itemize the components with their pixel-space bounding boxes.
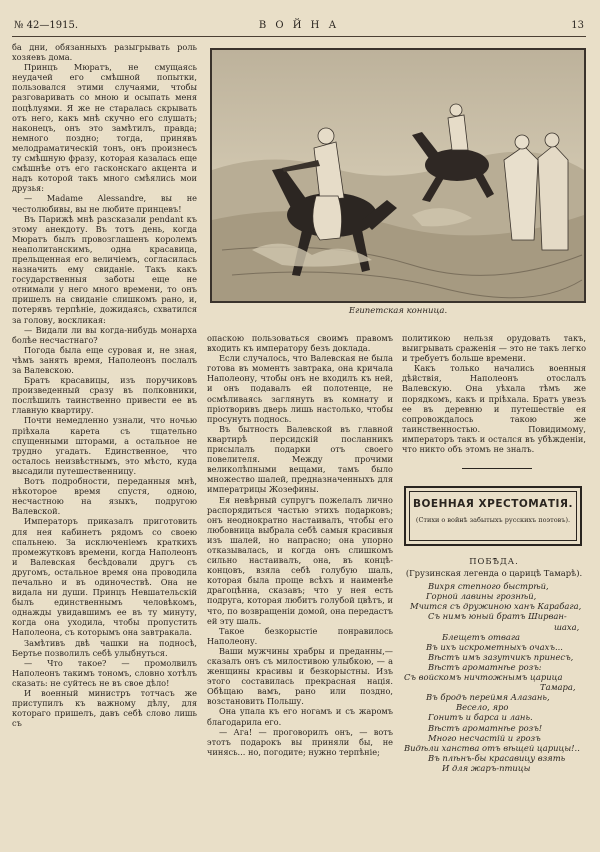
paragraph: опаскою пользоваться своимъ правомъ входить къ императору безъ доклада. bbox=[207, 333, 393, 354]
poem-line: Вѣстъ ароматнѣе розъ: bbox=[428, 661, 542, 672]
poem-line: Вѣстъ ароматнѣе розъ! bbox=[428, 722, 543, 733]
paragraph: Почти немедленно узнали, что ночью пріѣхала карета съ тщательно спущенными шторами, а остальное не трудно угадать. Единственное, что осталось неизвѣстнымъ, это мѣсто, куда высадили путешественницу. bbox=[12, 415, 197, 476]
paragraph: Такое безкорыстіе понравилось Наполеону. bbox=[207, 625, 393, 646]
paragraph: Вотъ подробности, переданныя мнѣ, нѣкоторое время спустя, одною, несчастною на языкъ, подругою Валевской. bbox=[12, 476, 197, 517]
egyptian-cavalry-engraving bbox=[212, 50, 584, 301]
page-header bbox=[14, 20, 584, 36]
section-divider bbox=[462, 468, 532, 469]
text-column-1 bbox=[12, 42, 197, 728]
paragraph: Замѣтивъ двѣ чашки на подносѣ, Бертье позволилъ себѣ улыбнуться. bbox=[12, 637, 197, 658]
paragraph: Погода была еще суровая и, не зная, чѣмъ занять время, Наполеонъ послалъ за Валевскою. bbox=[12, 344, 197, 375]
illustration bbox=[210, 48, 586, 318]
poem-title: ПОБѢДА. bbox=[469, 556, 519, 566]
text-column-3 bbox=[402, 333, 586, 454]
paragraph: Она упала къ его ногамъ и съ жаромъ благодарила его. bbox=[207, 706, 393, 727]
poem-subtitle: (Грузинская легенда о царицѣ Тамарѣ). bbox=[405, 568, 583, 579]
poem-line: Въ бродъ переймя Алазань, bbox=[426, 692, 550, 703]
section-title: ВОЕННАЯ ХРЕСТОМАТІЯ. bbox=[412, 498, 574, 510]
poem-line: Видѣли ханства отъ вѣщей царицы!.. bbox=[404, 742, 580, 753]
paragraph: Ваши мужчины храбры и преданны,—сказалъ онъ съ милостивою улыбкою, — а женщины красивы и безкорыстны. Изъ этого составилась прекрасная нація. Обѣщаю вамъ, рано или поздно, возстановить Польшу. bbox=[207, 645, 393, 707]
poem bbox=[404, 556, 584, 773]
paragraph: Въ бытность Валевской въ главной квартирѣ персидскій посланникъ присылалъ подарки отъ своего повелителя. Между прочими великолѣпными вещами, тамъ было множество шалей, предназначенныхъ для императрицы Жозефины. bbox=[207, 423, 393, 495]
poem-line: Блещетъ отвага bbox=[442, 631, 521, 642]
journal-title: В О Й Н А bbox=[258, 20, 340, 31]
poem-line: Весело, яро bbox=[456, 702, 509, 713]
illustration-caption: Египетская конница. bbox=[348, 306, 448, 316]
paragraph: политикою нельзя орудовать такъ, выигрывать сраженія — это не такъ легко и требуетъ больше времени. bbox=[402, 333, 586, 364]
paragraph: И военный министръ тотчасъ же приступилъ къ важному дѣлу, для котораго пришелъ, давъ себѣ слово лишь съ bbox=[12, 688, 197, 729]
paragraph: Какъ только начались военныя дѣйствія, Наполеонъ отослалъ Валевскую. Она уѣхала тѣмъ же порядкомъ, какъ и пріѣхала. Братъ увезъ ее въ деревню и путешествіе ея сопровождалось такою же таинственностью. Повидимому, императоръ такъ и остался въ убѣжденіи, что никто объ этомъ не зналъ. bbox=[402, 363, 586, 455]
poem-line: Горной лавины грознѣй, bbox=[426, 591, 537, 602]
paragraph: — Видали ли вы когда-нибудь монарха болѣе несчастнаго? bbox=[12, 324, 197, 345]
poem-line: Вихря степного быстрѣй, bbox=[428, 581, 549, 592]
paragraph: ба дни, обязанныхъ разыгрывать роль хозяевъ дома. bbox=[12, 42, 197, 63]
poem-line: Много несчастій и грозъ bbox=[428, 732, 541, 743]
poem-line: Съ нимъ юный братъ Ширван- bbox=[428, 611, 567, 622]
header-rule bbox=[12, 36, 586, 37]
paragraph: Принцъ Мюратъ, не смущаясь неудачей его смѣшной попытки, пользовался этими случаями, чтобы разговаривать со мною и осыпать меня поцѣлуями. Я же не старалась скрывать отъ него, какъ мнѣ скучно его слушать; наконецъ, онъ это замѣтилъ, правда; немного поздно; тогда, принявъ мелодраматическій тонъ, онъ произнесъ ту смѣшную фразу, которая казалась еще смѣшнѣе отъ его гасконскаго акцента и надъ которой такъ много смѣялись мои друзья: bbox=[12, 62, 197, 194]
poem-line: Мчится съ дружиною ханъ Карабага, bbox=[410, 601, 582, 612]
poem-line: Въ ихъ искрометныхъ очахъ... bbox=[426, 641, 563, 652]
poem-line: Гонитъ и барса и лань. bbox=[428, 712, 533, 723]
section-subtitle: (Стихи о войнѣ забытыхъ русскихъ поэтовъ). bbox=[415, 516, 571, 524]
paragraph: — Madame Alessandre, вы не честолюбивы, вы не любите принцевъ! bbox=[12, 193, 197, 214]
paragraph: Братъ красавицы, изъ поручиковъ произведенный сразу въ полковники, послѣшилъ таинственно привести ее въ главную квартиру. bbox=[12, 375, 197, 416]
issue-number: № 42—1915. bbox=[14, 20, 78, 31]
illustration-frame bbox=[210, 48, 586, 303]
paragraph: Въ Парижѣ мнѣ разсказали pendant къ этому анекдоту. Въ тотъ день, когда Мюратъ былъ провозглашенъ королемъ неаполитанскимъ, одна красавица, прельщенная его величіемъ, согласилась назначить ему свиданіе. Такъ какъ государственныя заботы еще не отнимали у него много времени, то онъ пришелъ на свиданіе слишкомъ рано, и, потерявъ терпѣніе, дожидаясь, схватился за голову, воскликая: bbox=[12, 213, 197, 325]
section-heading-box bbox=[404, 486, 582, 546]
paragraph: — Ага! — проговорилъ онъ, — вотъ этотъ подарокъ вы приняли бы, не чинясь... но, погодите; нужно терпѣніе; bbox=[207, 726, 393, 757]
text-column-2 bbox=[207, 333, 393, 757]
poem-line: И для жаръ-птицы bbox=[442, 762, 531, 773]
poem-line: шаха, bbox=[554, 621, 580, 632]
page-number: 13 bbox=[571, 20, 584, 31]
paragraph: Императоръ приказалъ приготовить для нея кабинетъ рядомъ со своею спальнею. За исключеніемъ краткихъ промежутковъ времени, когда Наполеонъ и Валевская бесѣдовали другъ съ другомъ, остальное время она проводила печально и въ одиночествѣ. Она не видала ни души. Принцъ Невшательскій былъ единственнымъ человѣкомъ, однажды увидавшимъ ее въ ту минуту, когда она уходила, чтобы пропустить Наполеона, съ которымъ она завтракала. bbox=[12, 516, 197, 638]
paragraph: Ея невѣрный супругъ пожелалъ лично распорядиться частью этихъ подарковъ; онъ неоднократно настаивалъ, чтобы его любовница выбрала себѣ самыя красивыя изъ шалей, но напрасно; она упорно отказывалась, и когда онъ слишкомъ сильно настаивалъ, она, въ концѣ-концовъ, взяла себѣ голубую шаль, которая была проще всѣхъ и наименѣе драгоцѣнна, сказавъ; что у нея есть подруга, которая любитъ голубой цвѣтъ, и что, по возвращеніи домой, она передастъ ей эту шаль. bbox=[207, 494, 393, 626]
poem-line: Тамара, bbox=[540, 682, 576, 693]
poem-line: Съ войскомъ ничтожнымъ царица bbox=[404, 672, 563, 683]
poem-line: Вѣстъ имъ зазутчикъ принесъ, bbox=[428, 651, 574, 662]
poem-line: Въ плѣнъ-бы красавицу взять bbox=[428, 752, 566, 763]
paragraph: — Что такое? — промолвилъ Наполеонъ такимъ тономъ, словно хотѣлъ сказать: не суйтесь не въ свое дѣло! bbox=[12, 657, 197, 688]
paragraph: Если случалось, что Валевская не была готова въ моментъ завтрака, она кричала Наполеону, чтобы онъ не входилъ къ ней, и онъ подавалъ ей полотенце, не осмѣливаясь заглянуть въ комнату и пріотворивъ дверь лишь настолько, чтобы просунуть поднось. bbox=[207, 353, 393, 424]
